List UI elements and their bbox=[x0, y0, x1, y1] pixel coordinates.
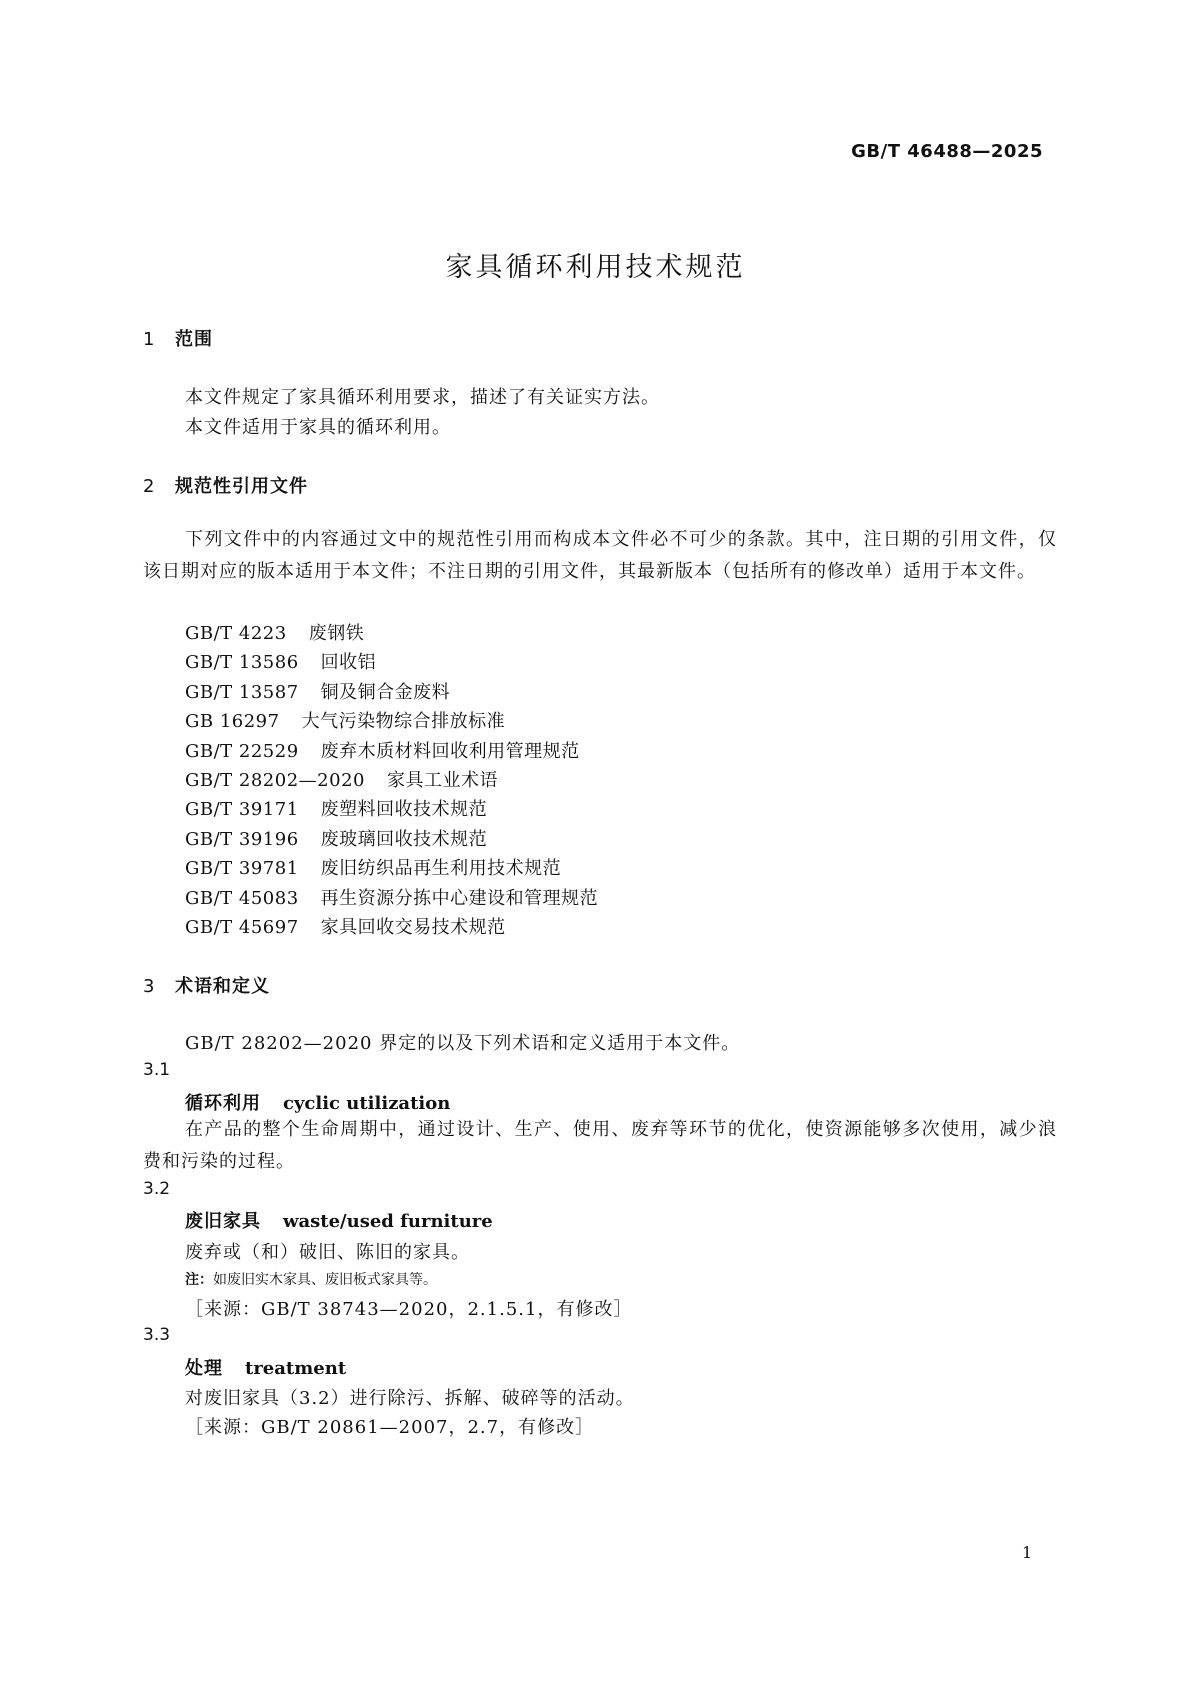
page-number: 1 bbox=[1022, 1543, 1033, 1562]
term-entry bbox=[185, 1089, 450, 1115]
reference-code: GB/T 39171 bbox=[185, 799, 299, 821]
reference-item bbox=[185, 913, 506, 939]
term-definition: 废弃或（和）破旧、陈旧的家具。 bbox=[185, 1242, 470, 1263]
section-title: 术语和定义 bbox=[175, 976, 270, 997]
section-title: 规范性引用文件 bbox=[175, 476, 308, 497]
term-source: ［来源：GB/T 38743—2020，2.1.5.1，有修改］ bbox=[185, 1299, 633, 1320]
note-text: 如废旧实木家具、废旧板式家具等。 bbox=[213, 1272, 437, 1288]
section-number: 2 bbox=[143, 476, 156, 497]
document-title: 家具循环利用技术规范 bbox=[445, 252, 746, 283]
reference-item bbox=[185, 707, 505, 733]
terms-intro-paragraph: GB/T 28202—2020 界定的以及下列术语和定义适用于本文件。 bbox=[185, 1033, 741, 1054]
reference-code: GB/T 39196 bbox=[185, 828, 299, 850]
term-number: 3.2 bbox=[143, 1179, 171, 1199]
reference-code: GB 16297 bbox=[185, 711, 280, 733]
section-heading-scope bbox=[143, 325, 213, 351]
term-entry bbox=[185, 1207, 493, 1233]
term-source: ［来源：GB/T 20861—2007，2.7，有修改］ bbox=[185, 1417, 595, 1438]
reference-item bbox=[185, 648, 376, 674]
normative-intro-paragraph: 下列文件中的内容通过文中的规范性引用而构成本文件必不可少的条款。其中，注日期的引用文件，仅该日期对应的版本适用于本文件；不注日期的引用文件，其最新版本（包括所有的修改单）适用于本文件。 bbox=[143, 529, 1057, 582]
standard-code: GB/T 46488—2025 bbox=[851, 141, 1043, 162]
reference-title: 大气污染物综合排放标准 bbox=[301, 711, 506, 733]
term-definition: 在产品的整个生命周期中，通过设计、生产、使用、废弃等环节的优化，使资源能够多次使用，减少浪费和污染的过程。 bbox=[143, 1119, 1057, 1172]
term-number: 3.1 bbox=[143, 1060, 171, 1080]
reference-title: 废塑料回收技术规范 bbox=[320, 799, 488, 821]
section-heading-terms bbox=[143, 972, 270, 998]
term-chinese: 废旧家具 bbox=[185, 1211, 261, 1232]
reference-title: 铜及铜合金废料 bbox=[320, 681, 451, 703]
reference-title: 废玻璃回收技术规范 bbox=[320, 828, 488, 850]
reference-title: 家具回收交易技术规范 bbox=[320, 917, 506, 938]
reference-item bbox=[185, 884, 598, 910]
term-note bbox=[185, 1269, 437, 1289]
reference-item bbox=[185, 854, 561, 880]
term-entry bbox=[185, 1354, 346, 1380]
term-english: treatment bbox=[245, 1358, 347, 1379]
reference-item bbox=[185, 619, 364, 645]
section-title: 范围 bbox=[175, 329, 213, 350]
term-number: 3.3 bbox=[143, 1325, 171, 1345]
reference-code: GB/T 39781 bbox=[185, 858, 299, 880]
term-english: waste/used furniture bbox=[283, 1211, 493, 1232]
reference-item bbox=[185, 795, 487, 821]
reference-item bbox=[185, 825, 487, 851]
reference-code: GB/T 13586 bbox=[185, 652, 299, 674]
term-english: cyclic utilization bbox=[283, 1093, 451, 1114]
reference-title: 家具工业术语 bbox=[386, 770, 498, 791]
section-number: 1 bbox=[143, 329, 156, 350]
reference-title: 再生资源分拣中心建设和管理规范 bbox=[320, 887, 599, 909]
reference-title: 废旧纺织品再生利用技术规范 bbox=[320, 858, 562, 880]
scope-paragraph-2: 本文件适用于家具的循环利用。 bbox=[185, 417, 451, 438]
reference-title: 回收铝 bbox=[320, 652, 377, 674]
term-chinese: 循环利用 bbox=[185, 1093, 261, 1114]
section-number: 3 bbox=[143, 976, 156, 997]
reference-item bbox=[185, 766, 498, 792]
reference-item bbox=[185, 737, 580, 763]
reference-code: GB/T 45083 bbox=[185, 887, 299, 909]
reference-code: GB/T 28202—2020 bbox=[185, 770, 365, 791]
reference-code: GB/T 22529 bbox=[185, 740, 299, 762]
reference-code: GB/T 4223 bbox=[185, 623, 287, 644]
note-label: 注： bbox=[185, 1272, 213, 1288]
reference-title: 废钢铁 bbox=[308, 623, 365, 644]
reference-code: GB/T 13587 bbox=[185, 681, 299, 703]
term-chinese: 处理 bbox=[185, 1358, 223, 1379]
reference-item bbox=[185, 678, 450, 704]
section-heading-normative-references bbox=[143, 472, 308, 498]
reference-code: GB/T 45697 bbox=[185, 917, 299, 938]
term-definition: 对废旧家具（3.2）进行除污、拆解、破碎等的活动。 bbox=[185, 1388, 635, 1409]
scope-paragraph-1: 本文件规定了家具循环利用要求，描述了有关证实方法。 bbox=[185, 387, 660, 408]
reference-title: 废弃木质材料回收利用管理规范 bbox=[320, 740, 580, 762]
